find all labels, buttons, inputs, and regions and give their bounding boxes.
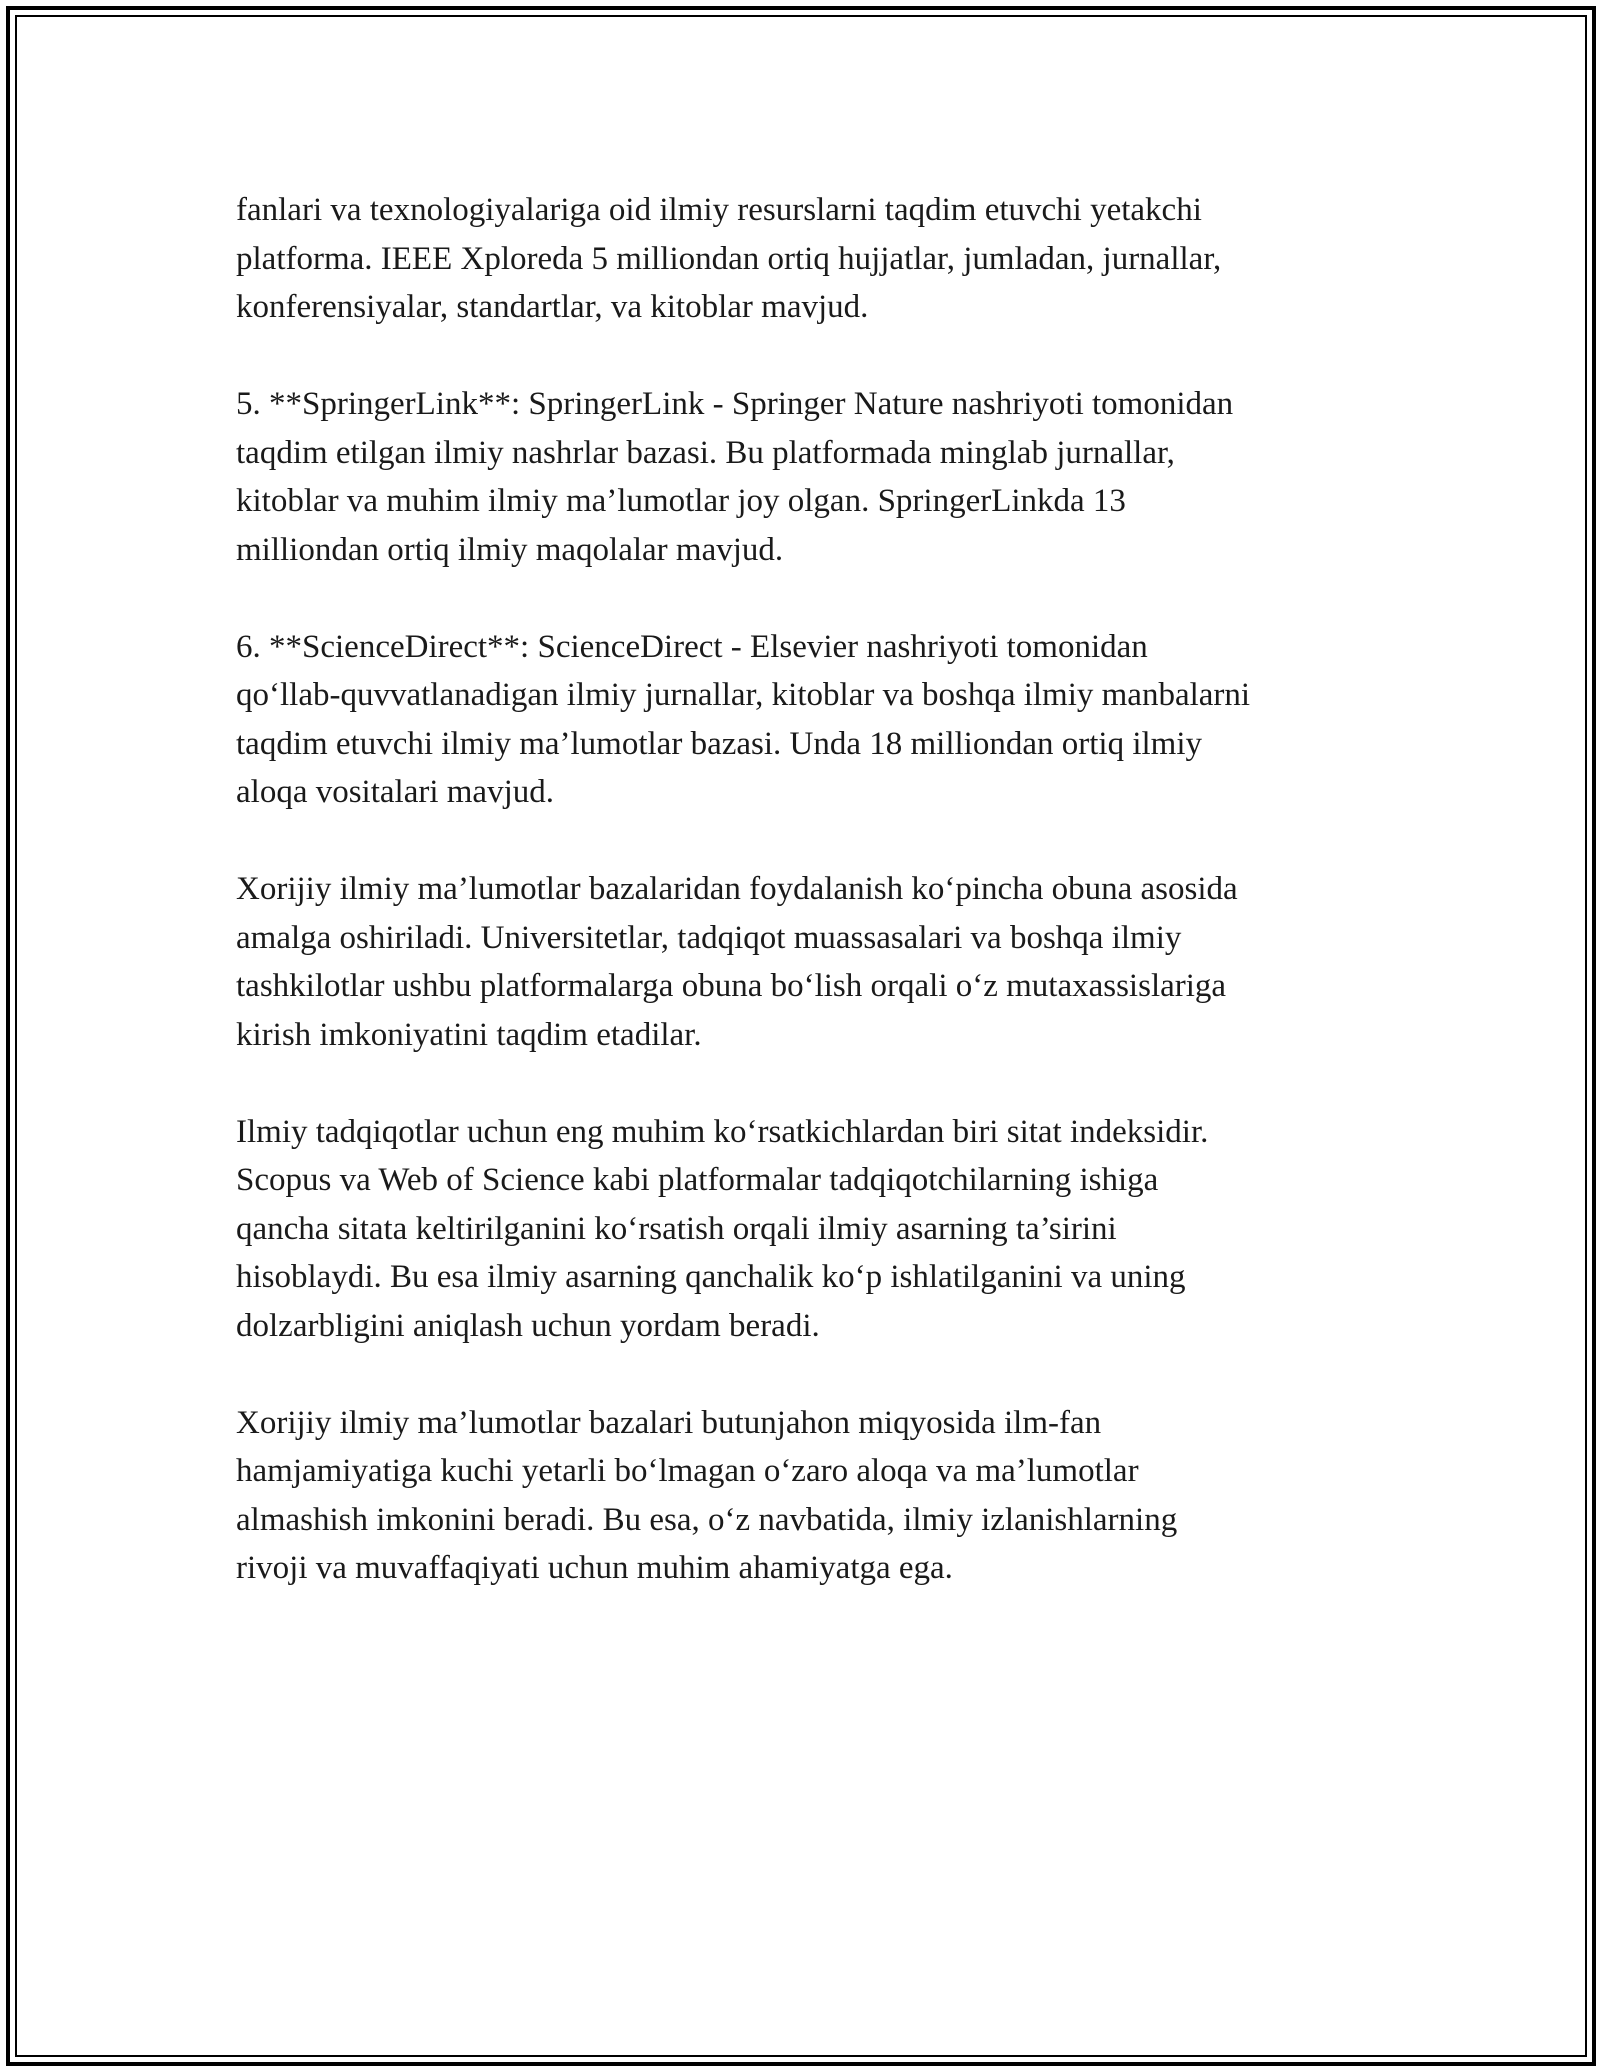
text-line: 6. **ScienceDirect**: ScienceDirect - Elsevier nashriyoti tomonidan: [236, 628, 1148, 665]
text-line: 5. **SpringerLink**: SpringerLink - Springer Nature nashriyoti tomonidan: [236, 386, 1234, 422]
paragraph-subscription-access: [236, 865, 1376, 1059]
paragraph-conclusion: [236, 1399, 1376, 1593]
text-line: qo‘llab-quvvatlanadigan ilmiy jurnallar, kitoblar va boshqa ilmiy manbalarni: [236, 677, 1251, 713]
document-body: [236, 186, 1376, 1641]
text-line: fanlari va texnologiyalariga oid ilmiy resurslarni taqdim etuvchi yetakchi: [236, 192, 1202, 228]
text-line: almashish imkonini beradi. Bu esa, o‘z navbatida, ilmiy izlanishlarning: [236, 1501, 1178, 1538]
text-line: Scopus va Web of Science kabi platformalar tadqiqotchilarning ishiga: [236, 1162, 1159, 1198]
text-line: Ilmiy tadqiqotlar uchun eng muhim ko‘rsatkichlardan biri sitat indeksidir.: [236, 1113, 1209, 1150]
text-line: platforma. IEEE Xploreda 5 milliondan ortiq hujjatlar, jumladan, jurnallar,: [236, 240, 1222, 277]
text-line: rivoji va muvaffaqiyati uchun muhim ahamiyatga ega.: [236, 1550, 953, 1586]
text-line: kitoblar va muhim ilmiy ma’lumotlar joy olgan. SpringerLinkda 13: [236, 483, 1126, 519]
text-line: kirish imkoniyatini taqdim etadilar.: [236, 1016, 702, 1053]
paragraph-citation-index: [236, 1108, 1376, 1351]
text-line: Xorijiy ilmiy ma’lumotlar bazalari butunjahon miqyosida ilm-fan: [236, 1404, 1102, 1441]
text-line: milliondan ortiq ilmiy maqolalar mavjud.: [236, 531, 784, 568]
text-line: hamjamiyatiga kuchi yetarli bo‘lmagan o‘zaro aloqa va ma’lumotlar: [236, 1453, 1139, 1489]
paragraph-sciencedirect: [236, 623, 1376, 817]
text-line: taqdim etuvchi ilmiy ma’lumotlar bazasi. Unda 18 milliondan ortiq ilmiy: [236, 725, 1202, 762]
text-line: konferensiyalar, standartlar, va kitoblar mavjud.: [236, 289, 869, 325]
text-line: hisoblaydi. Bu esa ilmiy asarning qanchalik ko‘p ishlatilganini va uning: [236, 1259, 1186, 1295]
text-line: taqdim etilgan ilmiy nashrlar bazasi. Bu platformada minglab jurnallar,: [236, 434, 1175, 471]
paragraph-springerlink: [236, 380, 1376, 574]
paragraph-ieee-xplore: [236, 186, 1376, 332]
text-line: dolzarbligini aniqlash uchun yordam beradi.: [236, 1307, 820, 1344]
text-line: Xorijiy ilmiy ma’lumotlar bazalaridan foydalanish ko‘pincha obuna asosida: [236, 871, 1238, 907]
text-line: amalga oshiriladi. Universitetlar, tadqiqot muassasalari va boshqa ilmiy: [236, 919, 1182, 956]
text-line: tashkilotlar ushbu platformalarga obuna bo‘lish orqali o‘z mutaxassislariga: [236, 968, 1227, 1004]
text-line: qancha sitata keltirilganini ko‘rsatish orqali ilmiy asarning ta’sirini: [236, 1210, 1117, 1247]
text-line: aloqa vositalari mavjud.: [236, 774, 554, 810]
